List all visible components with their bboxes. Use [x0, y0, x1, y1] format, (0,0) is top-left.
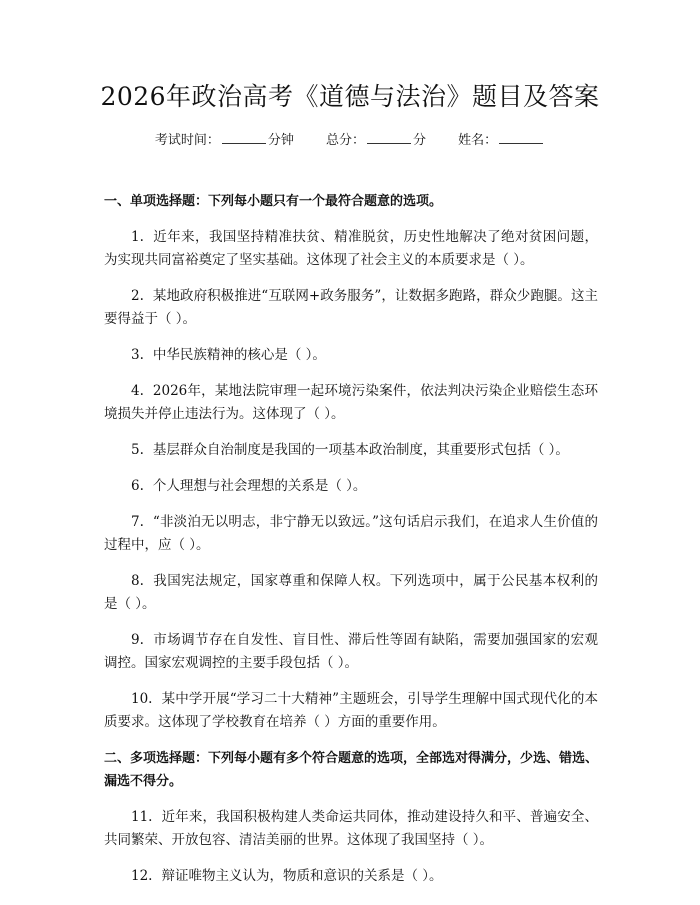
question-number: 9. [131, 632, 144, 648]
question-number: 12. [131, 868, 153, 884]
exam-time-label: 考试时间： [154, 133, 220, 148]
exam-time-blank [222, 131, 266, 144]
total-score-label: 总分： [325, 133, 365, 148]
total-score-blank [367, 131, 411, 144]
question-number: 8. [131, 573, 144, 589]
question-number: 2. [131, 288, 144, 304]
question-number: 4. [131, 383, 144, 399]
question-item [104, 511, 598, 557]
student-name-blank [499, 131, 543, 144]
question-number: 7. [131, 514, 144, 530]
question-number: 10. [131, 691, 153, 707]
question-item [104, 285, 598, 331]
question-item [104, 344, 598, 367]
total-score-unit: 分 [413, 133, 427, 148]
question-item [104, 865, 598, 888]
total-score-field [326, 131, 426, 151]
question-text: 个人理想与社会理想的关系是（ ）。 [152, 478, 367, 494]
question-number: 11. [131, 809, 153, 825]
exam-info-line [0, 131, 700, 151]
page-title: 2026年政治高考《道德与法治》题目及答案 [100, 82, 600, 111]
question-item [104, 688, 598, 734]
question-text: 基层群众自治制度是我国的一项基本政治制度，其重要形式包括（ ）。 [152, 442, 569, 458]
section-heading-multiple-choice: 二、多项选择题：下列每小题有多个符合题意的选项，全部选对得满分，少选、错选、漏选不得分。 [104, 751, 599, 789]
question-number: 6. [131, 478, 144, 494]
question-number: 1. [131, 229, 144, 245]
question-item [104, 439, 598, 462]
question-item [104, 629, 598, 675]
question-text: 近年来，我国坚持精准扶贫、精准脱贫，历史性地解决了绝对贫困问题，为实现共同富裕奠定了坚实基础。这体现了社会主义的本质要求是（ ）。 [104, 229, 598, 268]
exam-time-field [155, 131, 294, 151]
student-name-field [458, 131, 545, 151]
question-text: 某中学开展“学习二十大精神”主题班会，引导学生理解中国式现代化的本质要求。这体现了学校教育在培养（ ）方面的重要作用。 [104, 691, 598, 730]
question-item [104, 475, 598, 498]
question-text: 近年来，我国积极构建人类命运共同体，推动建设持久和平、普遍安全、共同繁荣、开放包容、清洁美丽的世界。这体现了我国坚持（ ）。 [104, 809, 598, 848]
exam-content [104, 190, 598, 901]
question-text: 市场调节存在自发性、盲目性、滞后性等固有缺陷，需要加强国家的宏观调控。国家宏观调控的主要手段包括（ ）。 [104, 632, 598, 671]
question-item [104, 380, 598, 426]
student-name-label: 姓名： [458, 133, 498, 148]
question-item [104, 226, 598, 272]
question-item [104, 570, 598, 616]
question-item [104, 806, 598, 852]
question-text: 2026年，某地法院审理一起环境污染案件，依法判决污染企业赔偿生态环境损失并停止违法行为。这体现了（ ）。 [104, 383, 598, 422]
question-number: 5. [131, 442, 144, 458]
question-text: 中华民族精神的核心是（ ）。 [152, 347, 326, 363]
question-text: “非淡泊无以明志，非宁静无以致远。”这句话启示我们，在追求人生价值的过程中，应（ ）。 [104, 514, 598, 553]
question-number: 3. [131, 347, 144, 363]
question-text: 辩证唯物主义认为，物质和意识的关系是（ ）。 [161, 868, 443, 884]
section-heading-single-choice: 一、单项选择题：下列每小题只有一个最符合题意的选项。 [104, 194, 443, 209]
exam-time-unit: 分钟 [267, 133, 294, 148]
question-text: 我国宪法规定，国家尊重和保障人权。下列选项中，属于公民基本权利的是（ ）。 [104, 573, 598, 612]
question-text: 某地政府积极推进“互联网+政务服务”，让数据多跑路，群众少跑腿。这主要得益于（ ）。 [104, 288, 598, 327]
